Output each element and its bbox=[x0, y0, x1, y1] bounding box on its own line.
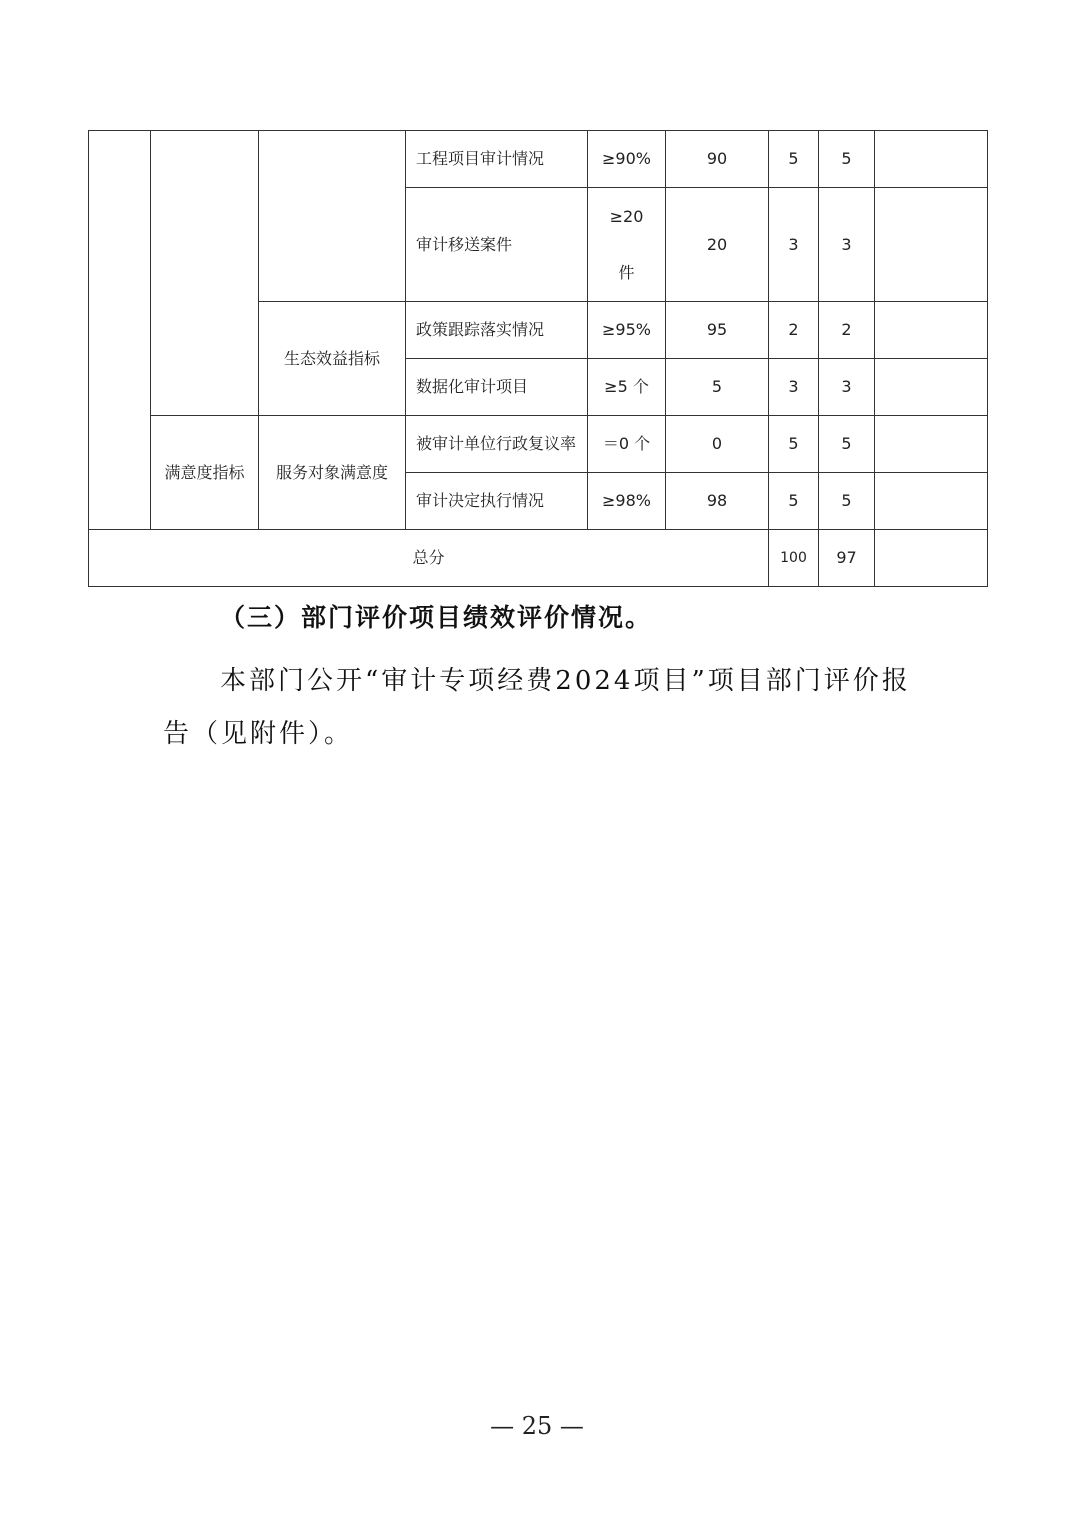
score-value: 5 bbox=[819, 416, 875, 473]
level1-blank-cell bbox=[89, 131, 151, 530]
note-cell bbox=[875, 359, 988, 416]
target-value: ≥5 个 bbox=[588, 359, 666, 416]
target-value: ≥90% bbox=[588, 131, 666, 188]
total-label: 总分 bbox=[89, 530, 769, 587]
score-value: 5 bbox=[819, 473, 875, 530]
target-value bbox=[588, 188, 666, 302]
weight-value: 3 bbox=[769, 188, 819, 302]
indicator-name: 被审计单位行政复议率 bbox=[406, 416, 588, 473]
note-cell bbox=[875, 302, 988, 359]
secondary-indicator-blank-cell bbox=[259, 131, 406, 302]
primary-indicator-blank-cell bbox=[151, 131, 259, 416]
actual-value: 95 bbox=[666, 302, 769, 359]
secondary-indicator: 服务对象满意度 bbox=[259, 416, 406, 530]
target-value: ≥98% bbox=[588, 473, 666, 530]
actual-value: 20 bbox=[666, 188, 769, 302]
actual-value: 90 bbox=[666, 131, 769, 188]
actual-value: 0 bbox=[666, 416, 769, 473]
indicator-name: 工程项目审计情况 bbox=[406, 131, 588, 188]
weight-value: 2 bbox=[769, 302, 819, 359]
note-cell bbox=[875, 416, 988, 473]
section-heading: （三）部门评价项目绩效评价情况。 bbox=[220, 603, 653, 632]
total-row bbox=[89, 530, 988, 587]
total-score: 97 bbox=[819, 530, 875, 587]
indicator-name: 审计决定执行情况 bbox=[406, 473, 588, 530]
weight-value: 5 bbox=[769, 131, 819, 188]
score-value: 3 bbox=[819, 188, 875, 302]
page-number: — 25 — bbox=[490, 1412, 584, 1440]
target-line-1: ≥20 bbox=[609, 206, 644, 226]
total-note bbox=[875, 530, 988, 587]
actual-value: 98 bbox=[666, 473, 769, 530]
actual-value: 5 bbox=[666, 359, 769, 416]
score-value: 2 bbox=[819, 302, 875, 359]
section-paragraph: 本部门公开“审计专项经费2024项目”项目部门评价报告（见附件）。 bbox=[163, 666, 911, 749]
indicator-name: 数据化审计项目 bbox=[406, 359, 588, 416]
note-cell bbox=[875, 473, 988, 530]
note-cell bbox=[875, 131, 988, 188]
indicator-name: 政策跟踪落实情况 bbox=[406, 302, 588, 359]
target-value: ≥95% bbox=[588, 302, 666, 359]
score-value: 5 bbox=[819, 131, 875, 188]
note-cell bbox=[875, 188, 988, 302]
table-row bbox=[89, 416, 988, 473]
weight-value: 3 bbox=[769, 359, 819, 416]
weight-value: 5 bbox=[769, 416, 819, 473]
secondary-indicator: 生态效益指标 bbox=[259, 302, 406, 416]
score-value: 3 bbox=[819, 359, 875, 416]
indicator-name: 审计移送案件 bbox=[406, 188, 588, 302]
weight-value: 5 bbox=[769, 473, 819, 530]
performance-indicator-table bbox=[88, 130, 988, 587]
total-weight: 100 bbox=[769, 530, 819, 587]
target-line-2: 件 bbox=[618, 262, 635, 282]
table-row bbox=[89, 131, 988, 188]
primary-indicator: 满意度指标 bbox=[151, 416, 259, 530]
target-value: ＝0 个 bbox=[588, 416, 666, 473]
